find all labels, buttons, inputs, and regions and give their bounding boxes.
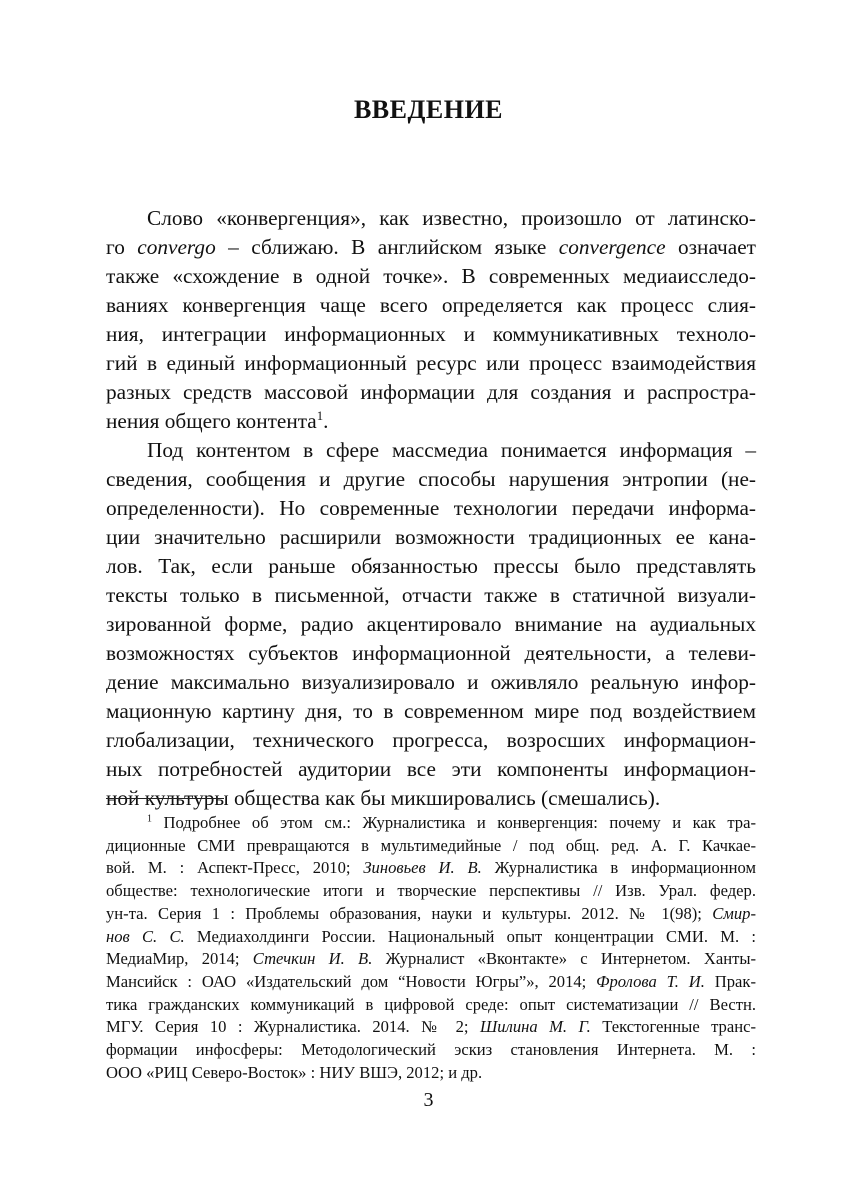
text-span: нения общего контента xyxy=(106,409,317,433)
text-line xyxy=(106,697,756,726)
footnote-number: 1 xyxy=(147,813,152,825)
text-span: мационную картину дня, то в современном мире под воздействием xyxy=(106,699,756,723)
text-line xyxy=(106,378,756,407)
text-line xyxy=(106,610,756,639)
text-line xyxy=(106,726,756,755)
text-span: тексты только в письменной, отчасти также в статичной визуали- xyxy=(106,583,756,607)
text-line xyxy=(106,465,756,494)
author-name: Шилина М. Г. xyxy=(479,1017,591,1037)
chapter-heading: ВВЕДЕНИЕ xyxy=(353,95,504,124)
text-line xyxy=(106,349,756,378)
text-line xyxy=(106,407,756,436)
text-span: лов. Так, если раньше обязанностью прессы было представлять xyxy=(106,554,756,578)
text-line xyxy=(106,262,756,291)
text-span: гий в единый информационный ресурс или процесс взаимодействия xyxy=(106,351,756,375)
footnote-line xyxy=(106,857,756,880)
text-span: ваниях конвергенция чаще всего определяется как процесс слия- xyxy=(106,293,756,317)
footnote-block xyxy=(106,812,756,1084)
footnote-line xyxy=(106,1016,756,1039)
text-span: Текстогенные транс- xyxy=(590,1017,756,1037)
author-name: Фролова Т. И. xyxy=(596,971,705,991)
text-span: ун-та. Серия 1 : Проблемы образования, науки и культуры. 2012. № 1(98); xyxy=(106,903,713,923)
paragraph-2 xyxy=(106,436,756,813)
text-span: ния, интеграции информационных и коммуникативных техноло- xyxy=(106,322,756,346)
text-span: Мансийск : ОАО «Издательский дом “Новости Югры”», 2014; xyxy=(106,971,597,991)
text-span: – сближаю. В английском языке xyxy=(215,235,559,259)
author-name: Зиновьев И. В. xyxy=(363,858,482,878)
text-span: возможностях субъектов информационной деятельности, а телеви- xyxy=(106,641,756,665)
text-span: глобализации, технического прогресса, возросших информацион- xyxy=(106,728,756,752)
english-term: convergence xyxy=(558,235,666,259)
footnote-line xyxy=(106,994,756,1017)
paragraph-1 xyxy=(106,204,756,436)
text-span: сведения, сообщения и другие способы нарушения энтропии (не- xyxy=(106,467,756,491)
text-line xyxy=(106,755,756,784)
page-number: 3 xyxy=(423,1089,434,1111)
text-span: ной культуры общества как бы микшировались (смешались). xyxy=(106,786,661,810)
text-span: также «схождение в одной точке». В современных медиаисследо- xyxy=(106,264,756,288)
text-line xyxy=(106,668,756,697)
text-span: означает xyxy=(665,235,756,259)
footnote-line xyxy=(106,880,756,903)
text-span: разных средств массовой информации для создания и распростра- xyxy=(106,380,756,404)
text-span: обществе: технологические итоги и творческие перспективы // Изв. Урал. федер. xyxy=(106,881,756,901)
footnote-line xyxy=(106,835,756,858)
text-line xyxy=(106,233,756,262)
text-span: формации инфосферы: Методологический эскиз становления Интернета. М. : xyxy=(106,1040,756,1060)
text-line xyxy=(106,204,756,233)
text-span: . xyxy=(323,409,329,433)
footnote-line xyxy=(106,926,756,949)
text-span: ных потребностей аудитории все эти компоненты информацион- xyxy=(106,757,756,781)
text-line xyxy=(106,291,756,320)
text-span: Журналистика в информационном xyxy=(481,858,756,878)
text-span: Журналист «Вконтакте» с Интернетом. Ханты- xyxy=(372,949,756,969)
author-name: Стечкин И. В. xyxy=(252,949,373,969)
latin-term: convergo xyxy=(137,235,216,259)
text-span: Слово «конвергенция», как известно, произошло от латинско- xyxy=(147,206,756,230)
footnote-line xyxy=(106,1062,756,1085)
text-line xyxy=(106,494,756,523)
author-name: нов С. С. xyxy=(106,926,185,946)
text-line xyxy=(106,581,756,610)
footnote-line xyxy=(106,812,756,835)
footnote-divider xyxy=(106,798,224,799)
text-span: Медиахолдинги России. Национальный опыт концентрации СМИ. М. : xyxy=(184,926,756,946)
text-span: Под контентом в сфере массмедиа понимается информация – xyxy=(147,438,756,462)
author-name: Смир- xyxy=(712,903,756,923)
text-span: определенности). Но современные технологии передачи информа- xyxy=(106,496,756,520)
text-span: дение максимально визуализировало и оживляло реальную инфор- xyxy=(106,670,756,694)
main-text xyxy=(106,204,756,813)
footnote-line xyxy=(106,903,756,926)
text-span: тика гражданских коммуникаций в цифровой среде: опыт систематизации // Вестн. xyxy=(106,994,756,1014)
text-line xyxy=(106,523,756,552)
text-span: Прак- xyxy=(704,971,756,991)
text-span: Подробнее об этом см.: Журналистика и конвергенция: почему и как тра- xyxy=(151,813,756,832)
text-span: МГУ. Серия 10 : Журналистика. 2014. № 2; xyxy=(106,1017,480,1037)
text-span: МедиаМир, 2014; xyxy=(106,949,253,969)
text-span: диционные СМИ превращаются в мультимедийные / под общ. ред. А. Г. Качкае- xyxy=(106,835,756,855)
text-span: ООО «РИЦ Северо-Восток» : НИУ ВШЭ, 2012; и др. xyxy=(106,1062,483,1082)
footnote-reference[interactable]: 1 xyxy=(316,408,324,423)
text-span: го xyxy=(106,235,138,259)
text-span: вой. М. : Аспект-Пресс, 2010; xyxy=(106,858,364,878)
footnote-line xyxy=(106,971,756,994)
text-line xyxy=(106,320,756,349)
footnote-line xyxy=(106,1039,756,1062)
text-span: зированной форме, радио акцентировало внимание на аудиальных xyxy=(106,612,756,636)
text-span: ции значительно расширили возможности традиционных ее кана- xyxy=(106,525,756,549)
text-line xyxy=(106,552,756,581)
footnote-line xyxy=(106,948,756,971)
text-line xyxy=(106,639,756,668)
text-line xyxy=(106,436,756,465)
